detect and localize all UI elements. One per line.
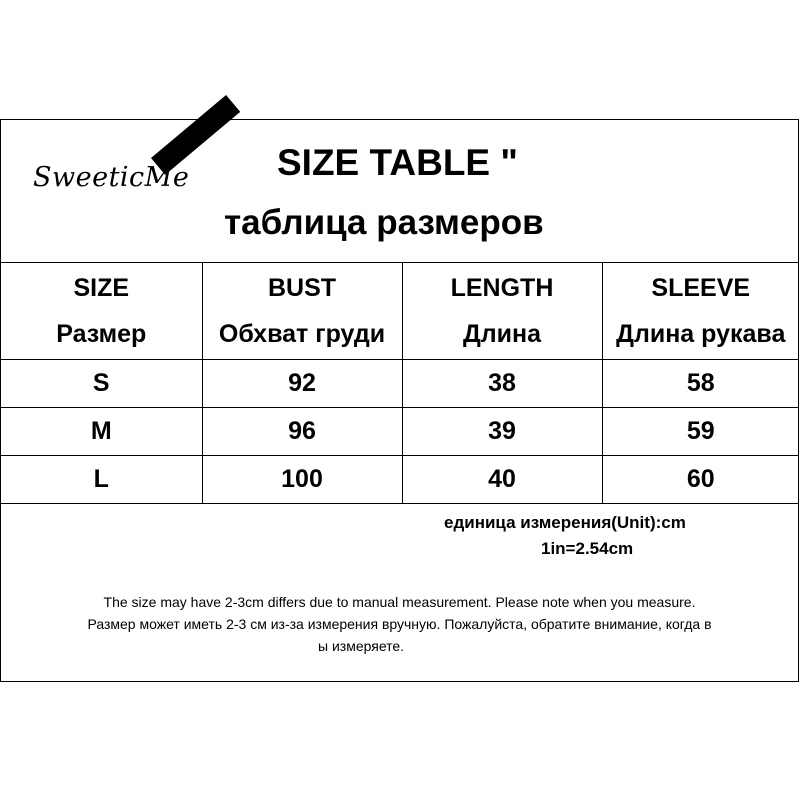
table-cell-sleeve: 59 xyxy=(602,408,799,456)
table-cell-bust: 96 xyxy=(202,408,402,456)
header-cell-sleeve xyxy=(602,263,799,360)
table-cell-bust: 100 xyxy=(202,456,402,504)
table-row xyxy=(1,360,799,408)
table-cell-sleeve: 58 xyxy=(602,360,799,408)
header-cell-size xyxy=(1,263,202,360)
table-row xyxy=(1,456,799,504)
size-chart-frame xyxy=(0,119,799,682)
table-cell-bust: 92 xyxy=(202,360,402,408)
note-en: The size may have 2-3cm differs due to manual measurement. Please note when you measure. xyxy=(103,594,696,610)
header-cell-length xyxy=(402,263,602,360)
note-ru-continued: ы измеряете. xyxy=(318,638,405,654)
unit-label: единица измерения(Unit):cm xyxy=(444,513,686,532)
size-chart-header xyxy=(1,120,798,263)
header-label-ru: Размер xyxy=(56,320,147,348)
table-cell-length: 38 xyxy=(402,360,602,408)
table-cell-sleeve: 60 xyxy=(602,456,799,504)
measurement-note xyxy=(1,591,798,654)
table-cell-size: S xyxy=(1,360,202,408)
page-subtitle: таблица размеров xyxy=(224,203,544,242)
header-label-ru: Длина рукава xyxy=(616,320,786,348)
header-label-en: SIZE xyxy=(73,274,130,302)
table-row xyxy=(1,408,799,456)
table-cell-size: L xyxy=(1,456,202,504)
header-cell-bust xyxy=(202,263,402,360)
table-header-row xyxy=(1,263,799,360)
page-title: SIZE TABLE " xyxy=(277,142,518,183)
header-label-en: LENGTH xyxy=(450,274,554,302)
logo-text: SweeticMe xyxy=(33,162,190,193)
table-cell-size: M xyxy=(1,408,202,456)
brand-logo xyxy=(31,130,251,220)
table-cell-length: 39 xyxy=(402,408,602,456)
size-table xyxy=(1,263,799,504)
note-ru: Размер может иметь 2-3 см из-за измерения вручную. Пожалуйста, обратите внимание, когда в xyxy=(87,616,712,632)
header-label-ru: Длина xyxy=(462,320,542,348)
header-label-en: SLEEVE xyxy=(651,274,751,302)
unit-conversion: 1in=2.54cm xyxy=(541,539,634,558)
header-label-en: BUST xyxy=(267,274,337,302)
header-label-ru: Обхват груди xyxy=(218,320,386,348)
table-cell-length: 40 xyxy=(402,456,602,504)
